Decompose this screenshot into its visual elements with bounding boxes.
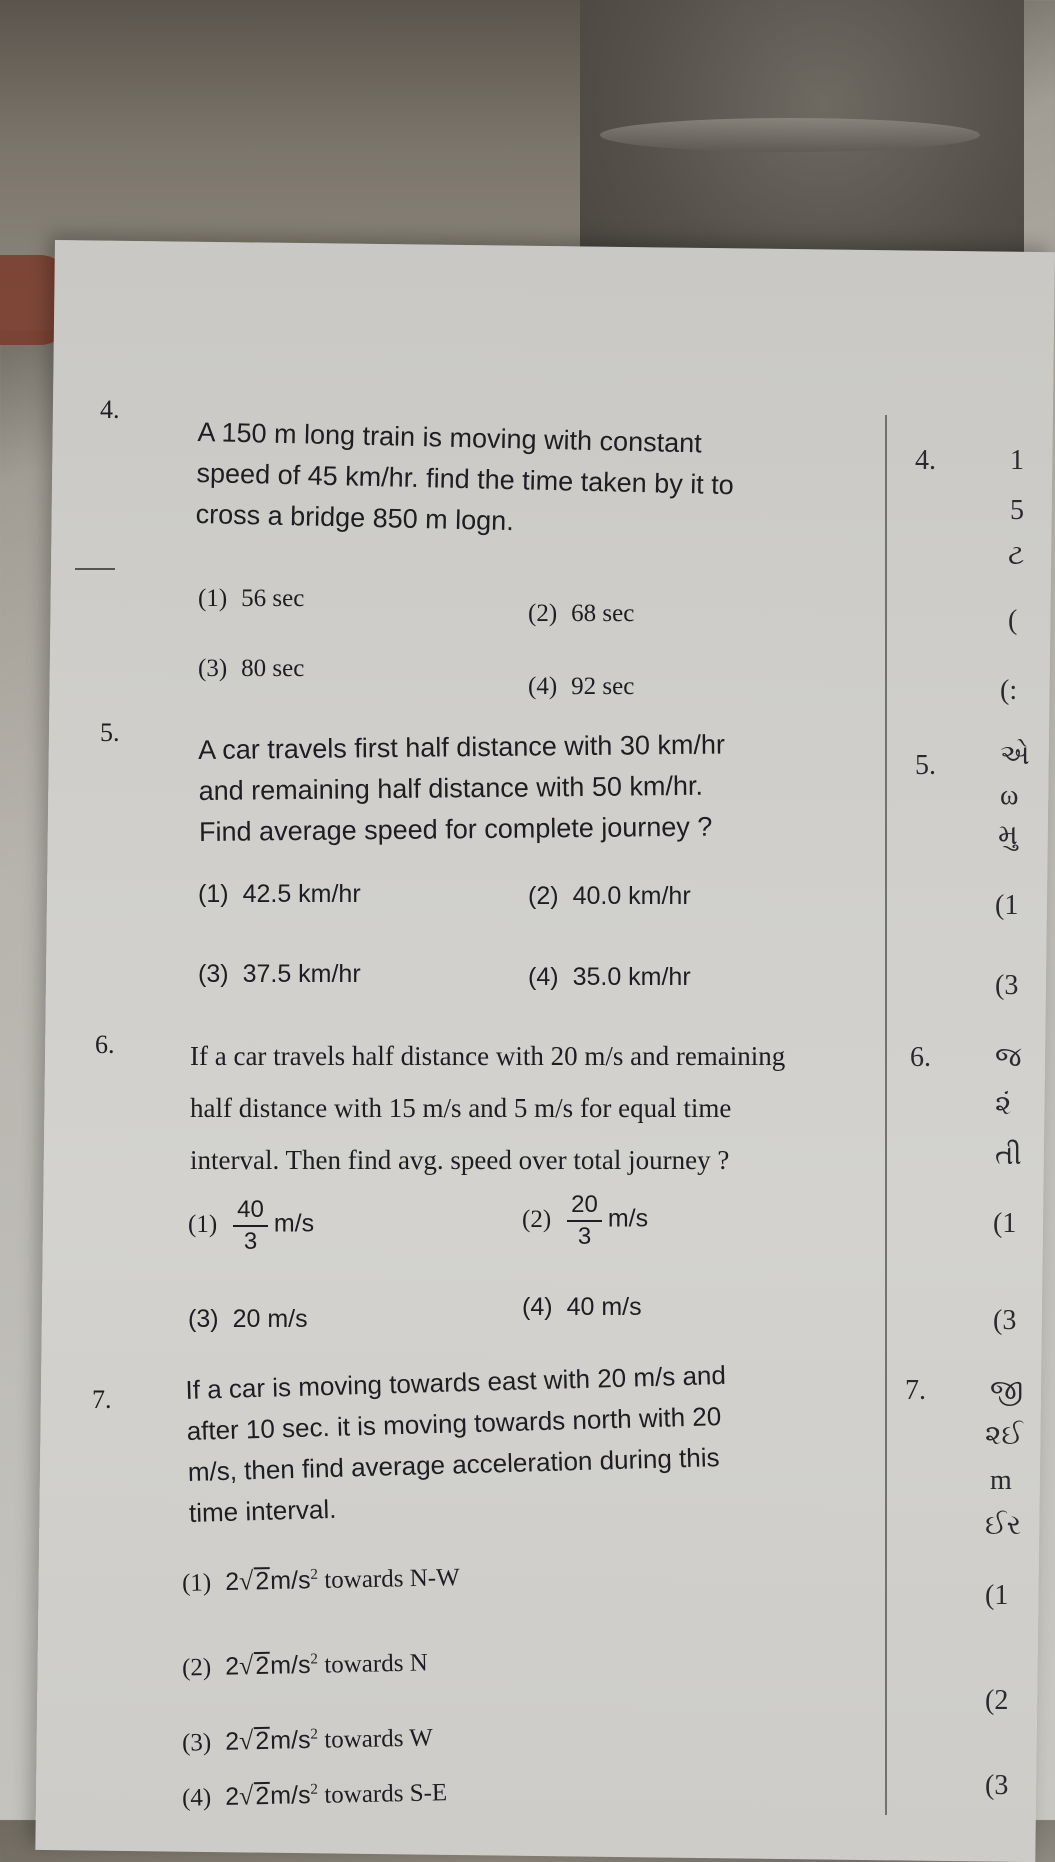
radical-icon: √ [238,1781,254,1811]
option-number: (2) [528,600,558,627]
option-text: 56 sec [241,585,305,612]
exponent: 2 [310,1566,319,1583]
question-line: A car travels first half distance with 30 km/hr [198,729,726,765]
option-unit: m/s [269,1650,311,1680]
radicand: 2 [255,1781,270,1811]
question-text [195,412,878,550]
option-2[interactable] [522,1190,648,1252]
option-text: 80 sec [241,655,305,682]
option-number: (1) [198,880,229,908]
option-text: 35.0 km/hr [572,963,691,991]
option-text: 20 m/s [232,1305,308,1333]
question-line: m/s, then find average acceleration during this [187,1442,720,1487]
question-number: 5. [100,718,120,747]
question-line: and remaining half distance with 50 km/hr. [198,770,704,806]
radical-icon: √ [238,1651,254,1681]
option-direction: towards N [324,1649,429,1679]
background-cup-rim [600,118,980,152]
right-glyph: 1 [1010,445,1024,476]
option-direction: towards N-W [324,1564,460,1594]
radicand: 2 [255,1567,270,1596]
right-glyph: ( [1008,605,1018,636]
option-4[interactable] [182,1777,448,1813]
option-1[interactable] [182,1562,460,1598]
option-direction: towards S-E [324,1779,448,1809]
option-4[interactable] [528,963,691,992]
option-text: 40 m/s [566,1293,642,1321]
radical-icon: √ [238,1566,254,1596]
question-number: 4. [100,395,120,424]
option-4[interactable] [522,1293,642,1322]
question-line: If a car travels half distance with 20 m/s and remaining [190,1041,786,1071]
margin-dash [75,568,115,570]
question-line: If a car is moving towards east with 20 m/s and [185,1359,727,1405]
question-line: cross a bridge 850 m logn. [195,498,515,537]
option-number: (3) [181,1729,212,1757]
option-unit: m/s [269,1781,311,1810]
right-glyph: ૨ં [995,1090,1012,1121]
option-3[interactable] [182,1722,433,1757]
right-glyph: ω [1000,780,1019,811]
right-glyph: (2 [985,1685,1009,1716]
question-number: 6. [95,1030,115,1059]
right-glyph: (: [1000,675,1018,706]
fraction [567,1190,602,1252]
question-line: interval. Then find avg. speed over total journey ? [190,1145,730,1175]
option-1[interactable] [198,880,361,909]
coefficient: 2 [224,1782,240,1811]
option-text: 37.5 km/hr [242,960,361,988]
question-line: Find average speed for complete journey ? [198,811,713,847]
column-divider [885,415,887,1815]
option-text: 68 sec [571,600,635,627]
option-unit: m/s [273,1209,315,1238]
right-glyph: m [990,1465,1012,1496]
radicand: 2 [255,1726,270,1756]
option-4[interactable] [528,673,634,701]
right-glyph: તી [995,1140,1022,1171]
coefficient: 2 [224,1652,240,1681]
right-glyph: (1 [995,890,1019,921]
question-line: time interval. [188,1493,337,1528]
option-unit: m/s [607,1204,649,1233]
right-glyph: 5 [1010,495,1024,526]
right-glyph: જ [995,1042,1022,1073]
option-number: (3) [188,1305,219,1333]
question-line: after 10 sec. it is moving towards north with 20 [186,1401,722,1446]
fraction [233,1195,268,1257]
option-3[interactable] [198,655,304,683]
question-text [185,1351,869,1534]
right-question-number: 5. [915,750,936,781]
question-text [190,1030,870,1186]
right-glyph: એ [1000,740,1030,771]
option-3[interactable] [188,1305,308,1334]
option-number: (4) [181,1784,212,1812]
option-number: (2) [522,1205,552,1233]
right-question-number: 4. [915,445,936,476]
right-glyph: ટ [1008,540,1025,571]
option-number: (2) [181,1653,212,1682]
right-glyph: મુ [998,820,1018,851]
numerator: 40 [233,1195,268,1227]
option-2[interactable] [528,600,634,628]
option-number: (4) [522,1293,553,1321]
question-line: speed of 45 km/hr. find the time taken by it to [196,457,735,501]
option-unit: m/s [269,1566,311,1596]
option-number: (3) [198,655,228,682]
option-number: (4) [528,963,559,991]
question-number: 7. [92,1385,112,1414]
right-question-number: 6. [910,1042,931,1073]
question-line: half distance with 15 m/s and 5 m/s for equal time [190,1093,732,1123]
right-glyph: ઈર [985,1510,1022,1541]
exponent: 2 [310,1651,319,1668]
exponent: 2 [310,1726,319,1743]
option-direction: towards W [324,1724,434,1754]
question-line: A 150 m long train is moving with constant [197,416,703,459]
exponent: 2 [310,1781,319,1798]
option-text: 92 sec [571,673,635,700]
radicand: 2 [255,1651,270,1681]
question-text [198,723,879,853]
right-glyph: (3 [985,1770,1009,1801]
option-3[interactable] [198,960,361,989]
option-1[interactable] [188,1195,314,1257]
denominator: 3 [243,1228,258,1255]
right-question-number: 7. [905,1375,926,1406]
right-glyph: (3 [993,1305,1017,1336]
option-number: (1) [198,585,228,612]
option-unit: m/s [269,1725,311,1755]
numerator: 20 [567,1190,602,1222]
denominator: 3 [577,1223,592,1250]
right-glyph: (1 [985,1580,1009,1611]
option-number: (2) [528,882,559,910]
option-text: 42.5 km/hr [242,880,361,908]
right-glyph: જી [990,1375,1024,1406]
option-number: (1) [181,1569,212,1597]
right-glyph: (3 [995,970,1019,1001]
option-number: (1) [188,1210,218,1238]
radical-icon: √ [238,1726,254,1756]
option-1[interactable] [198,585,304,613]
coefficient: 2 [224,1727,240,1756]
option-text: 40.0 km/hr [572,882,691,910]
option-2[interactable] [182,1647,428,1682]
option-number: (4) [528,673,558,700]
right-glyph: ૨ઈ [985,1420,1024,1451]
right-glyph: (1 [993,1208,1017,1239]
coefficient: 2 [224,1567,240,1597]
option-number: (3) [198,960,229,988]
option-2[interactable] [528,882,691,911]
